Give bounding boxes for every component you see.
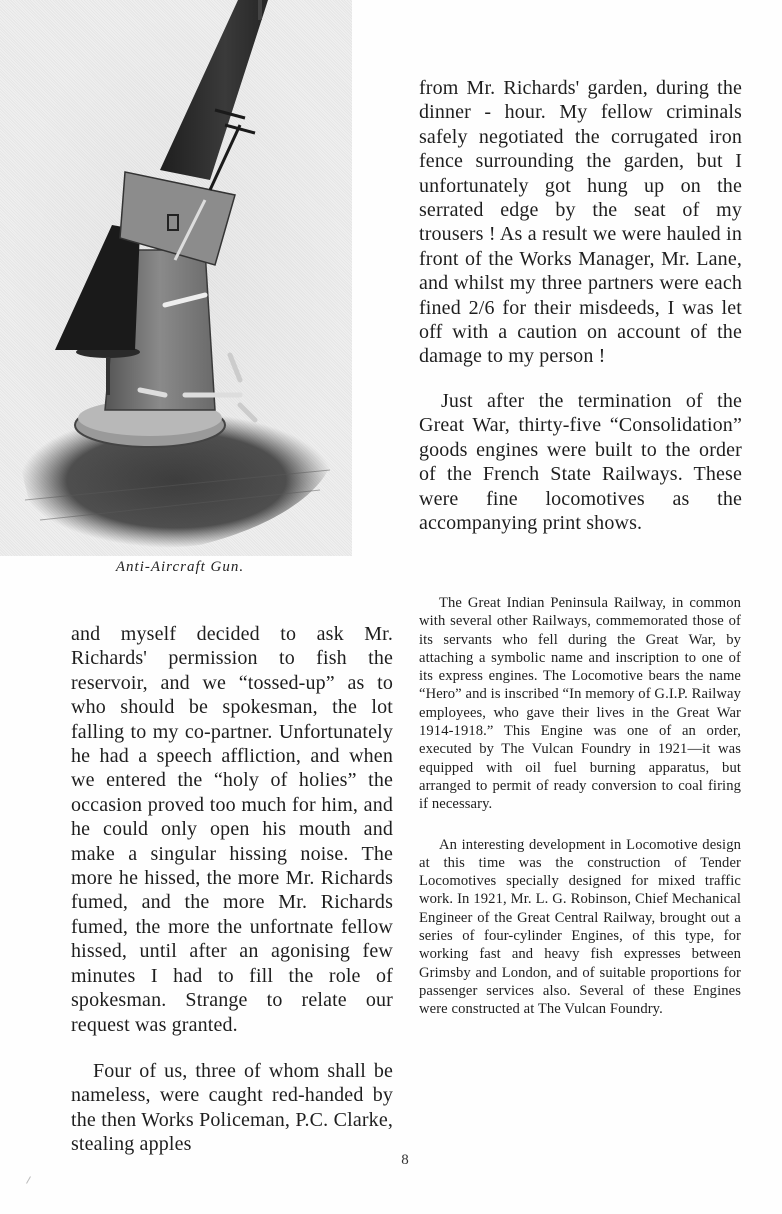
page-number: 8: [401, 1152, 409, 1168]
gun-illustration-icon: [0, 0, 352, 556]
paragraph-consolidation-engines: Just after the termination of the Great War, thirty-five “Consolidation” goods engines were built to the order of the French State Railways. These were fine locomotives as the accompanying print shows.: [419, 389, 742, 534]
paragraph-gip-railway-hero: The Great Indian Peninsula Railway, in common with several other Railways, commemorated those of its servants who fell during the Great War, by attaching a symbolic name and inscription to one of its express engines. The Locomotive bears the name “Hero” and is inscribed “In memory of G.I.P. Railway employees, who gave their lives in the Great War 1914-1918.” This Engine was one of an order, executed by The Vulcan Foundry in 1921—it was equipped with oil fuel burning apparatus, but arranged to permit of ready conversion to coal firing if necessary.: [419, 595, 741, 813]
paragraph-stealing-apples: Four of us, three of whom shall be nameless, were caught red-handed by the then Works Policeman, P.C. Clarke, stealing apples: [71, 1059, 393, 1156]
figure-caption: Anti-Aircraft Gun.: [115, 559, 245, 575]
paragraph-fishing-permission: and myself decided to ask Mr. Richards' permission to fish the reservoir, and we “tossed-up” as to who should be spokesman, the lot falling to my co-partner. Unfortunately he had a speech affliction, and when we entered the “holy of holies” the occasion proved too much for him, and he could only open his mouth and make a singular hissing noise. The more he hissed, the more Mr. Richards fumed, and the more Mr. Richards fumed, the more the unfortnate fellow hissed, until after an agonising few minutes I had to fill the role of spokesman. Strange to relate our request was granted.: [71, 623, 393, 1036]
print-speck: [26, 1176, 31, 1183]
paragraph-garden-story: from Mr. Richards' garden, during the dinner - hour. My fellow criminals safely negotiated the corrugated iron fence surrounding the garden, but I unfortunately got hung up on the serrated edge by the seat of my trousers ! As a result we were hauled in front of the Works Manager, Mr. Lane, and whilst my three partners were each fined 2/6 for their misdeeds, I was let off with a caution on account of the damage to my person !: [419, 77, 742, 368]
paragraph-tender-locomotives: An interesting development in Locomotive design at this time was the construction of Tender Locomotives specially designed for mixed traffic work. In 1921, Mr. L. G. Robinson, Chief Mechanical Engineer of the Great Central Railway, brought out a series of four-cylinder Engines, of this type, for working fast and heavy fish expresses between Grimsby and London, and of suitable proportions for passenger services also. Several of these Engines were constructed at The Vulcan Foundry.: [419, 836, 741, 1018]
right-column-small-print: [419, 594, 741, 1019]
right-column-top: [419, 76, 742, 535]
anti-aircraft-gun-photo: [0, 0, 352, 556]
left-column: [71, 622, 393, 1157]
